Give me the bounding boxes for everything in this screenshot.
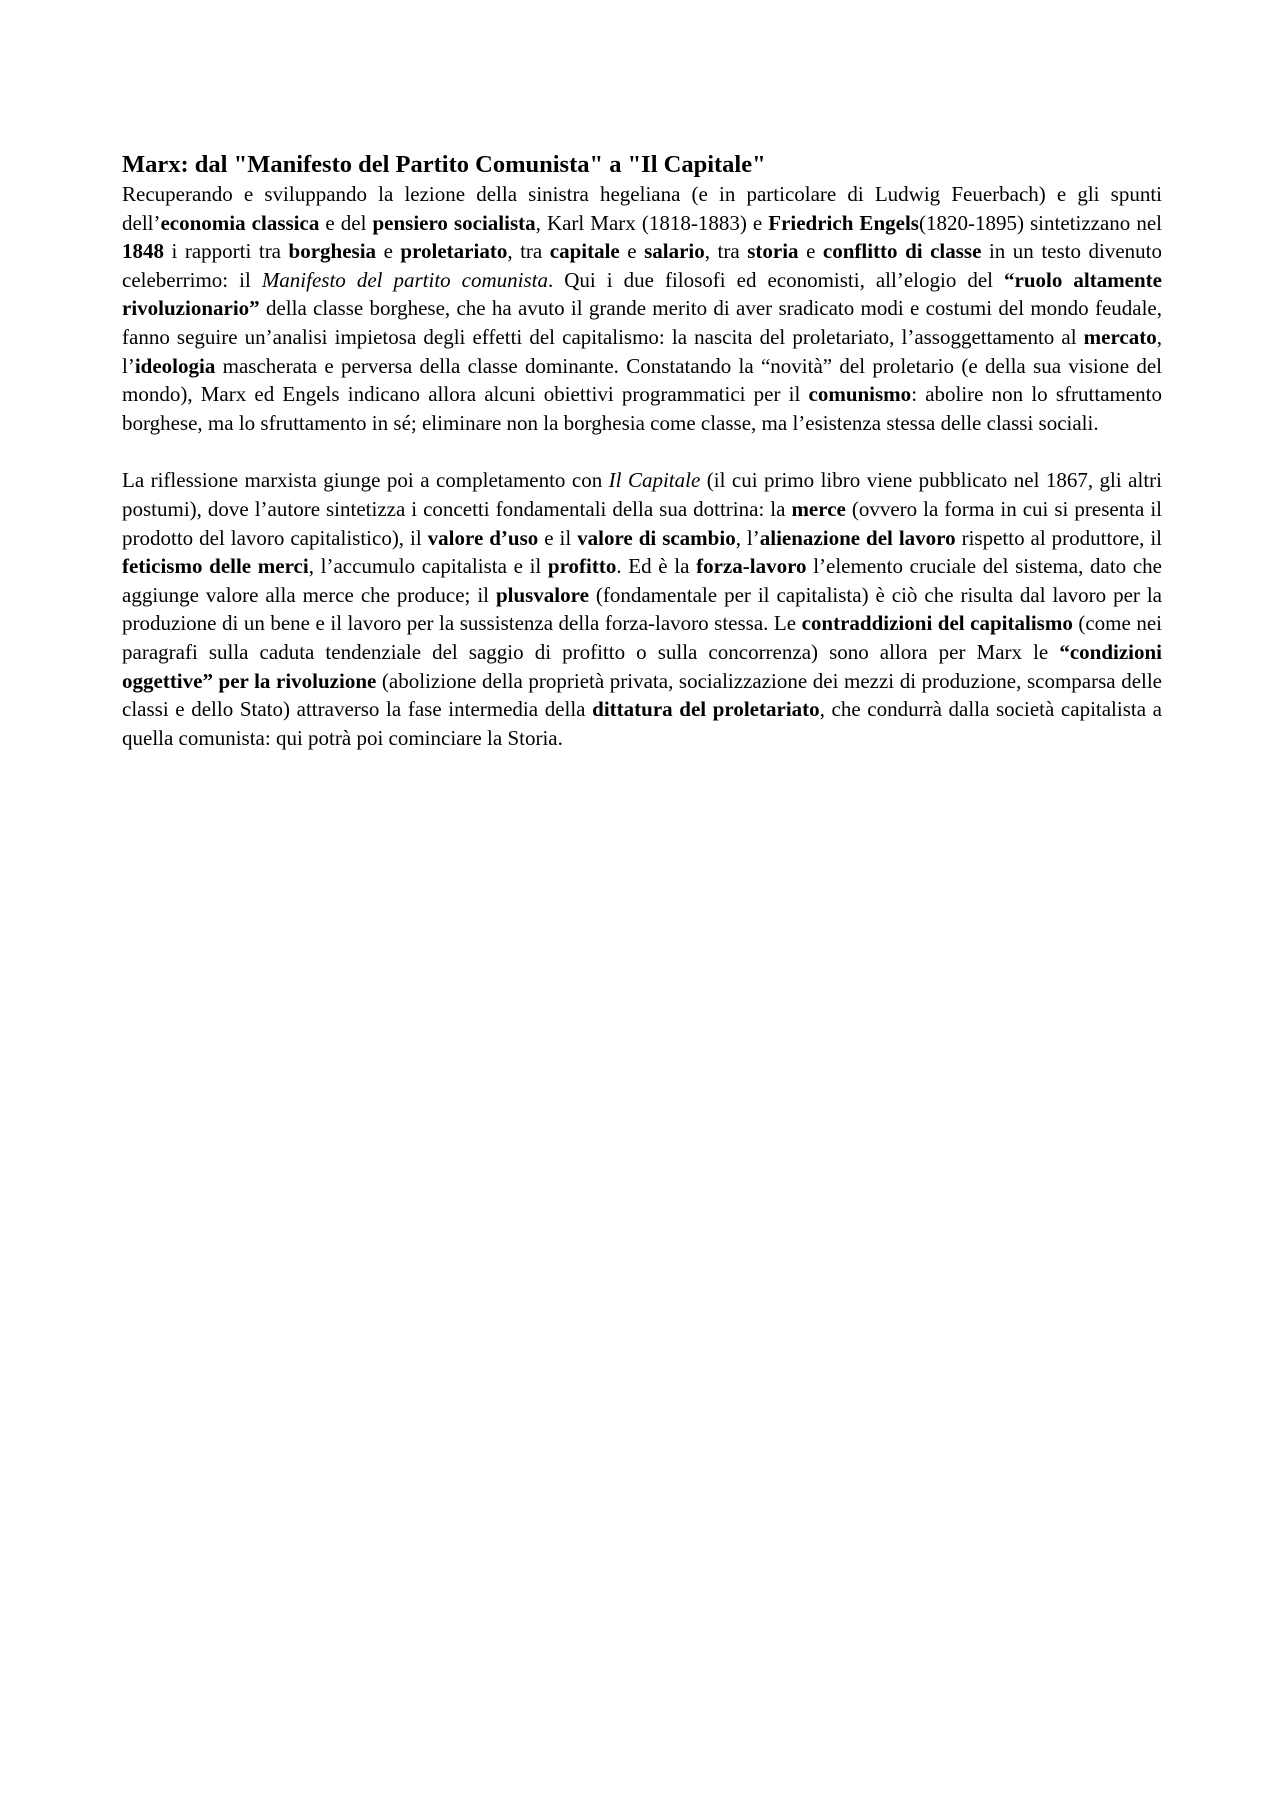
bold-term: conflitto di classe xyxy=(822,239,982,264)
text-run: i rapporti tra xyxy=(164,239,289,264)
document-title: Marx: dal "Manifesto del Partito Comunista" a "Il Capitale" xyxy=(122,151,766,178)
text-run: e il xyxy=(538,525,578,550)
bold-term: valore d’uso xyxy=(427,525,539,550)
text-run: l’elemento cruciale del sistema, dato che aggiunge valore alla merce che produce; il xyxy=(122,554,1162,607)
bold-term: storia xyxy=(747,239,799,264)
text-run: e xyxy=(376,239,401,264)
text-run: (ovvero la forma in cui si presenta il prodotto del lavoro capitalistico), il xyxy=(122,496,1162,550)
bold-term: profitto xyxy=(547,554,617,579)
bold-term: pensiero socialista xyxy=(372,210,536,235)
italic-title: Il Capitale xyxy=(608,468,701,493)
italic-title: Manifesto del partito comunista xyxy=(261,267,548,292)
bold-term: economia classica xyxy=(160,210,320,235)
text-run: della classe borghese, che ha avuto il grande merito di aver sradicato modi e costumi del mondo feudale, fanno seguire un’analisi impietosa degli effetti del capitalismo: la nascita del proletariato, l’assoggettamento al xyxy=(122,296,1162,349)
bold-term: ideologia xyxy=(134,353,216,378)
text-run: e xyxy=(619,239,645,264)
text-run: (1820-1895) sintetizzano nel xyxy=(918,210,1162,235)
text-run: , l’accumulo capitalista e il xyxy=(308,554,548,579)
text-run: La riflessione marxista giunge poi a completamento con xyxy=(122,468,609,493)
text-run: (abolizione della proprietà privata, socializzazione dei mezzi di produzione, scomparsa delle classi e dello Stato) attraverso la fase intermedia della xyxy=(122,668,1162,722)
text-run: (il cui primo libro viene pubblicato nel 1867, gli altri postumi), dove l’autore sintetizza i concetti fondamentali della sua dottrina: la xyxy=(122,468,1162,521)
text-run: : abolire non lo sfruttamento borghese, ma lo sfruttamento in sé; eliminare non la borghesia come classe, ma l’esistenza stessa delle classi sociali. xyxy=(122,382,1162,435)
bold-term: 1848 xyxy=(122,239,164,264)
text-run: , tra xyxy=(704,239,748,264)
bold-term: borghesia xyxy=(288,239,377,264)
text-run: mascherata e perversa della classe dominante. Constatando la “novità” del proletario (e della sua visione del mondo), Marx ed Engels indicano allora alcuni obiettivi programmatici per il xyxy=(122,353,1162,407)
bold-term: merce xyxy=(791,496,846,521)
text-run: , tra xyxy=(507,239,550,264)
document-body xyxy=(122,150,1162,752)
text-run: , l’ xyxy=(735,525,760,550)
paragraph-capitale xyxy=(122,466,1162,752)
text-run: e xyxy=(798,239,823,264)
bold-term: “ruolo altamente rivoluzionario” xyxy=(122,267,1162,321)
bold-term: comunismo xyxy=(808,382,912,407)
text-run: (fondamentale per il capitalista) è ciò che risulta dal lavoro per la produzione di un bene e il lavoro per la sussistenza della forza-lavoro stessa. Le xyxy=(122,582,1162,636)
paragraph-spacer xyxy=(122,437,1162,466)
bold-term: “condizioni oggettive” per la rivoluzione xyxy=(122,639,1162,693)
bold-term: forza-lavoro xyxy=(696,554,807,579)
text-run: Recuperando e sviluppando la lezione della sinistra hegeliana (e in particolare di Ludwig Feuerbach) e gli spunti dell’ xyxy=(122,182,1162,235)
bold-term: salario xyxy=(644,239,705,264)
bold-term: dittatura del proletariato xyxy=(592,697,820,722)
text-run: , che condurrà dalla società capitalista a quella comunista: qui potrà poi cominciare la Storia. xyxy=(122,697,1163,750)
text-run: , Karl Marx (1818-1883) e xyxy=(535,210,769,235)
bold-term: capitale xyxy=(549,239,620,264)
bold-term: feticismo delle merci xyxy=(122,554,309,579)
text-run: . Ed è la xyxy=(616,554,697,579)
bold-term: plusvalore xyxy=(495,582,589,607)
bold-term: Friedrich Engels xyxy=(768,210,919,235)
paragraph-manifesto xyxy=(122,180,1162,437)
text-run: e del xyxy=(319,210,373,235)
text-run: in un testo divenuto celeberrimo: il xyxy=(122,239,1162,292)
text-run: rispetto al produttore, il xyxy=(955,525,1163,550)
bold-term: proletariato xyxy=(400,239,508,264)
bold-term: mercato xyxy=(1083,324,1157,349)
text-run: (come nei paragrafi sulla caduta tendenziale del saggio di profitto o sulla concorrenza) sono allora per Marx le xyxy=(122,611,1162,664)
bold-term: alienazione del lavoro xyxy=(759,525,956,550)
text-run: , l’ xyxy=(122,324,1162,378)
bold-term: valore di scambio xyxy=(577,525,736,550)
text-run: . Qui i due filosofi ed economisti, all’elogio del xyxy=(548,267,1005,292)
bold-term: contraddizioni del capitalismo xyxy=(801,611,1073,636)
